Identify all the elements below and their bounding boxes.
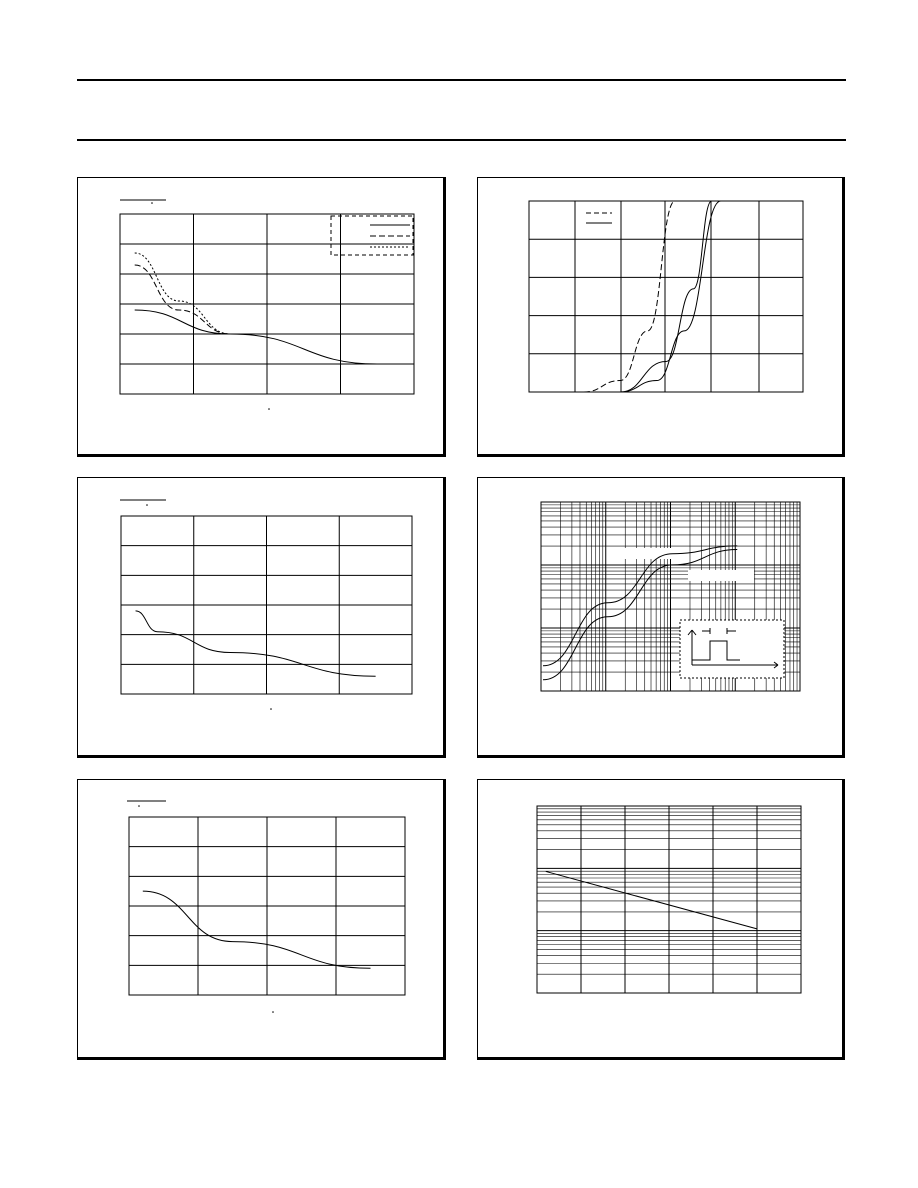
chart-1-param-mark: [151, 202, 153, 204]
chart-panel-3: [77, 477, 446, 758]
chart-2-series-0: [584, 201, 675, 392]
chart-6-series-0: [546, 871, 757, 928]
chart-1-grid: [120, 214, 414, 394]
chart-6-grid: [537, 806, 801, 993]
chart-1-xlabel-mark: [268, 408, 270, 410]
chart-panel-2: [477, 177, 845, 457]
chart-1-legend-box: [331, 216, 413, 255]
chart-3-param-mark: [146, 504, 148, 506]
header-bottom-rule: [77, 139, 846, 141]
chart-2-series-1: [620, 201, 720, 392]
chart-3-svg: [78, 478, 447, 759]
chart-1-series-1: [135, 265, 231, 334]
chart-3-xlabel-mark: [270, 708, 272, 710]
chart-2-series: [584, 201, 721, 392]
chart-5-param-mark: [138, 805, 140, 807]
chart-panel-6: [477, 779, 845, 1060]
chart-5-xlabel-mark: [272, 1011, 274, 1013]
chart-2-svg: [478, 178, 846, 458]
chart-4-label-mask-2: [688, 570, 754, 581]
chart-panel-4: [477, 477, 845, 758]
chart-5-svg: [78, 780, 447, 1061]
chart-3-grid: [121, 516, 412, 694]
chart-2-legend: [586, 213, 612, 223]
header-top-rule: [77, 79, 846, 81]
chart-1-svg: [78, 178, 447, 458]
chart-4-svg: [478, 478, 846, 759]
chart-panel-1: [77, 177, 446, 457]
chart-6-series: [546, 871, 757, 928]
chart-panel-5: [77, 779, 446, 1060]
chart-4-inset: [680, 620, 784, 678]
chart-6-svg: [478, 780, 846, 1061]
